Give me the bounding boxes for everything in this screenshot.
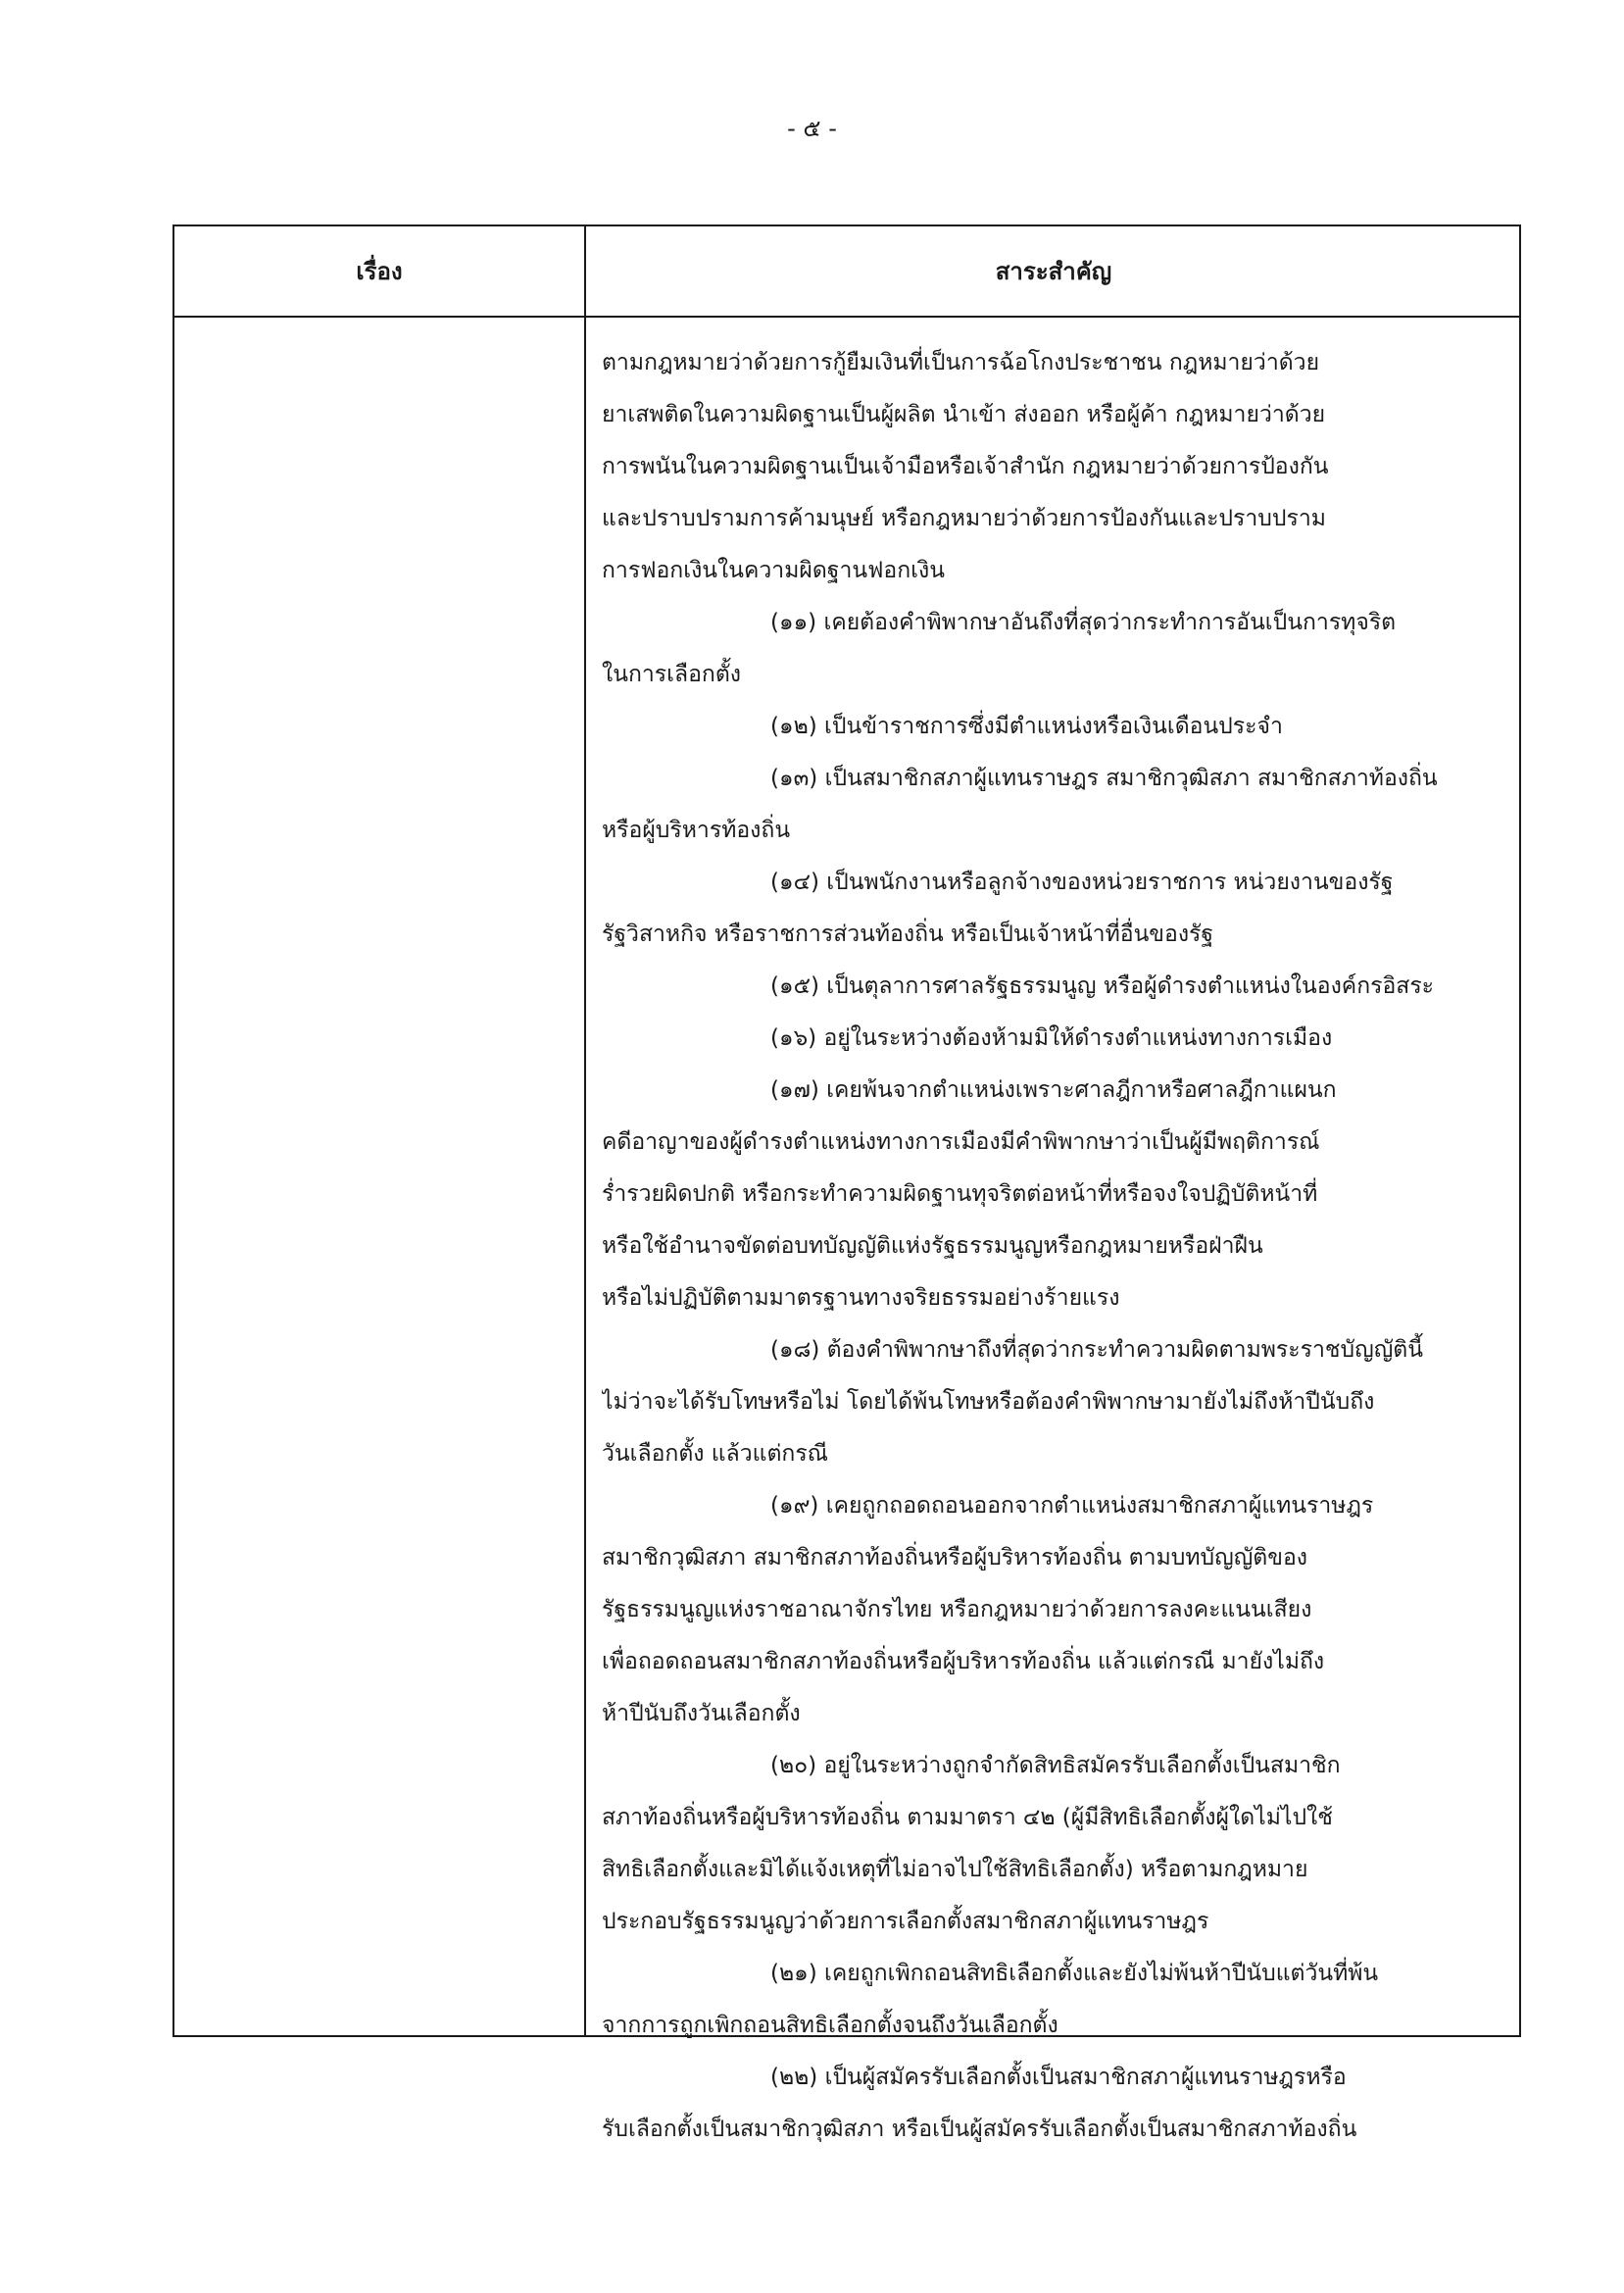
summary-table: [172, 224, 1521, 2142]
content-line: (๑๘) ต้องคำพิพากษาถึงที่สุดว่ากระทำความผิดตามพระราชบัญญัตินี้: [770, 1337, 1423, 1363]
content-line: สภาท้องถิ่นหรือผู้บริหารท้องถิ่น ตามมาตรา ๔๒ (ผู้มีสิทธิเลือกตั้งผู้ใดไม่ไปใช้: [602, 1805, 1333, 1830]
content-line: (๒๑) เคยถูกเพิกถอนสิทธิเลือกตั้งและยังไม่พ้นห้าปีนับแต่วันที่พ้น: [770, 1961, 1379, 1986]
content-line: (๑๓) เป็นสมาชิกสภาผู้แทนราษฎร สมาชิกวุฒิสภา สมาชิกสภาท้องถิ่น: [770, 766, 1438, 791]
content-line: สมาชิกวุฒิสภา สมาชิกสภาท้องถิ่นหรือผู้บริหารท้องถิ่น ตามบทบัญญัติของ: [602, 1545, 1308, 1570]
content-line: คดีอาญาของผู้ดำรงตำแหน่งทางการเมืองมีคำพิพากษาว่าเป็นผู้มีพฤติการณ์: [602, 1129, 1320, 1155]
content-line: ไม่ว่าจะได้รับโทษหรือไม่ โดยได้พ้นโทษหรือต้องคำพิพากษามายังไม่ถึงห้าปีนับถึง: [602, 1389, 1375, 1415]
content-line: การพนันในความผิดฐานเป็นเจ้ามือหรือเจ้าสำนัก กฎหมายว่าด้วยการป้องกัน: [602, 454, 1329, 479]
content-line: ห้าปีนับถึงวันเลือกตั้ง: [602, 1701, 801, 1726]
content-line: จากการถูกเพิกถอนสิทธิเลือกตั้งจนถึงวันเลือกตั้ง: [602, 2013, 1058, 2038]
content-line: เพื่อถอดถอนสมาชิกสภาท้องถิ่นหรือผู้บริหารท้องถิ่น แล้วแต่กรณี มายังไม่ถึง: [602, 1649, 1325, 1674]
content-line: (๑๒) เป็นข้าราชการซึ่งมีตำแหน่งหรือเงินเดือนประจำ: [770, 714, 1283, 739]
content-line: (๑๖) อยู่ในระหว่างต้องห้ามมิให้ดำรงตำแหน่งทางการเมือง: [770, 1025, 1333, 1051]
content-line: ร่ำรวยผิดปกติ หรือกระทำความผิดฐานทุจริตต่อหน้าที่หรือจงใจปฏิบัติหน้าที่: [602, 1181, 1318, 1207]
content-line: รัฐวิสาหกิจ หรือราชการส่วนท้องถิ่น หรือเป็นเจ้าหน้าที่อื่นของรัฐ: [602, 922, 1214, 947]
content-line: หรือไม่ปฏิบัติตามมาตรฐานทางจริยธรรมอย่างร้ายแรง: [602, 1285, 1120, 1311]
content-line: (๑๑) เคยต้องคำพิพากษาอันถึงที่สุดว่ากระทำการอันเป็นการทุจริต: [770, 610, 1397, 635]
content-line: (๑๔) เป็นพนักงานหรือลูกจ้างของหน่วยราชการ หน่วยงานของรัฐ: [770, 870, 1394, 895]
table-header-row: [174, 226, 1519, 318]
content-line: ยาเสพติดในความผิดฐานเป็นผู้ผลิต นำเข้า ส่งออก หรือผู้ค้า กฎหมายว่าด้วย: [602, 402, 1326, 427]
content-line: (๑๙) เคยถูกถอดถอนออกจากตำแหน่งสมาชิกสภาผู้แทนราษฎร: [770, 1493, 1374, 1519]
header-summary: สาระสำคัญ: [995, 258, 1112, 285]
page-number: - ๕ -: [787, 115, 837, 142]
content-line: รับเลือกตั้งเป็นสมาชิกวุฒิสภา หรือเป็นผู้สมัครรับเลือกตั้งเป็นสมาชิกสภาท้องถิ่น: [602, 2117, 1357, 2142]
content-line: การฟอกเงินในความผิดฐานฟอกเงิน: [602, 558, 945, 583]
content-line: สิทธิเลือกตั้งและมิได้แจ้งเหตุที่ไม่อาจไปใช้สิทธิเลือกตั้ง) หรือตามกฎหมาย: [602, 1857, 1308, 1882]
content-line: หรือใช้อำนาจขัดต่อบทบัญญัติแห่งรัฐธรรมนูญหรือกฎหมายหรือฝ่าฝืน: [602, 1233, 1263, 1259]
content-line: (๑๕) เป็นตุลาการศาลรัฐธรรมนูญ หรือผู้ดำรงตำแหน่งในองค์กรอิสระ: [770, 973, 1435, 999]
content-line: วันเลือกตั้ง แล้วแต่กรณี: [602, 1441, 829, 1467]
content-line: ในการเลือกตั้ง: [602, 662, 742, 687]
content-line: (๒๒) เป็นผู้สมัครรับเลือกตั้งเป็นสมาชิกสภาผู้แทนราษฎรหรือ: [770, 2065, 1347, 2090]
content-line: ตามกฎหมายว่าด้วยการกู้ยืมเงินที่เป็นการฉ้อโกงประชาชน กฎหมายว่าด้วย: [602, 350, 1320, 375]
content-line: (๑๗) เคยพ้นจากตำแหน่งเพราะศาลฎีกาหรือศาลฎีกาแผนก: [770, 1077, 1337, 1103]
summary-content-cell: [586, 318, 1521, 2156]
content-line: หรือผู้บริหารท้องถิ่น: [602, 818, 791, 843]
content-line: รัฐธรรมนูญแห่งราชอาณาจักรไทย หรือกฎหมายว่าด้วยการลงคะแนนเสียง: [602, 1597, 1312, 1622]
content-line: และปราบปรามการค้ามนุษย์ หรือกฎหมายว่าด้วยการป้องกันและปราบปราม: [602, 506, 1326, 531]
header-subject: เรื่อง: [356, 258, 403, 285]
content-line: ประกอบรัฐธรรมนูญว่าด้วยการเลือกตั้งสมาชิกสภาผู้แทนราษฎร: [602, 1909, 1209, 1934]
content-line: (๒๐) อยู่ในระหว่างถูกจำกัดสิทธิสมัครรับเลือกตั้งเป็นสมาชิก: [770, 1753, 1341, 1778]
